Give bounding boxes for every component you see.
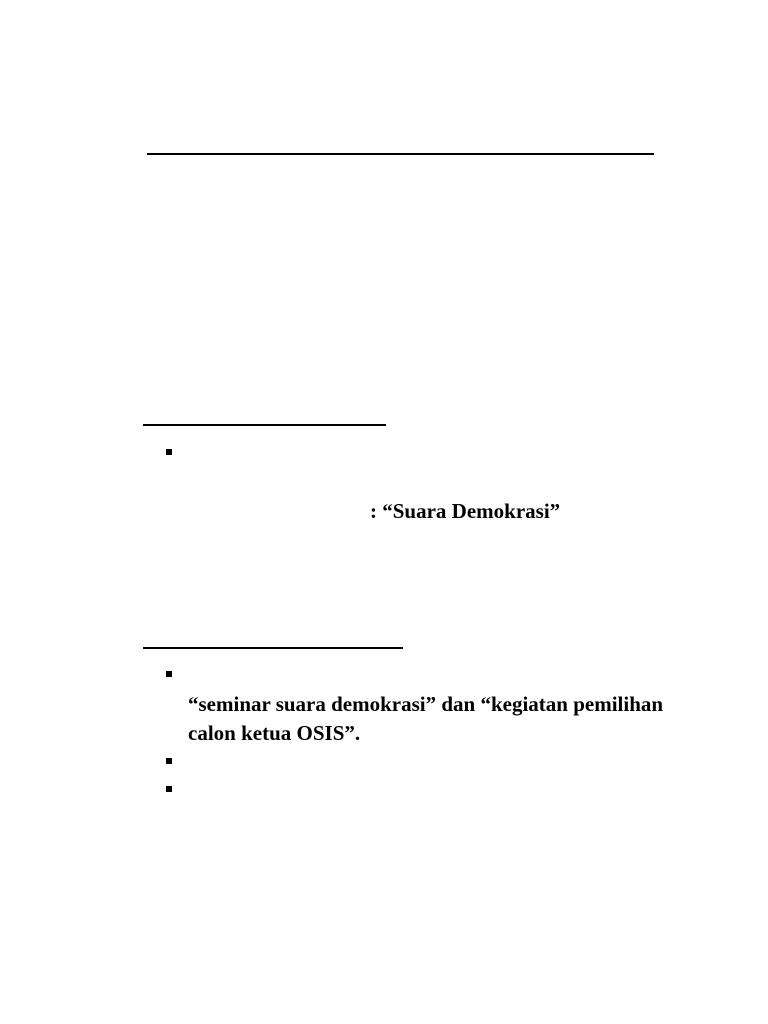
section-heading-underline (143, 424, 386, 426)
section-heading-underline (143, 647, 403, 649)
theme-text: : “Suara Demokrasi” (370, 499, 561, 523)
title-underline (147, 153, 654, 155)
bullet-square-icon (166, 671, 172, 677)
activities-text-line: “seminar suara demokrasi” dan “kegiatan pemilihan (188, 692, 664, 716)
bullet-square-icon (166, 758, 172, 764)
bullet-square-icon (166, 786, 172, 792)
activities-text-line: calon ketua OSIS”. (188, 721, 361, 745)
bullet-square-icon (166, 449, 172, 455)
